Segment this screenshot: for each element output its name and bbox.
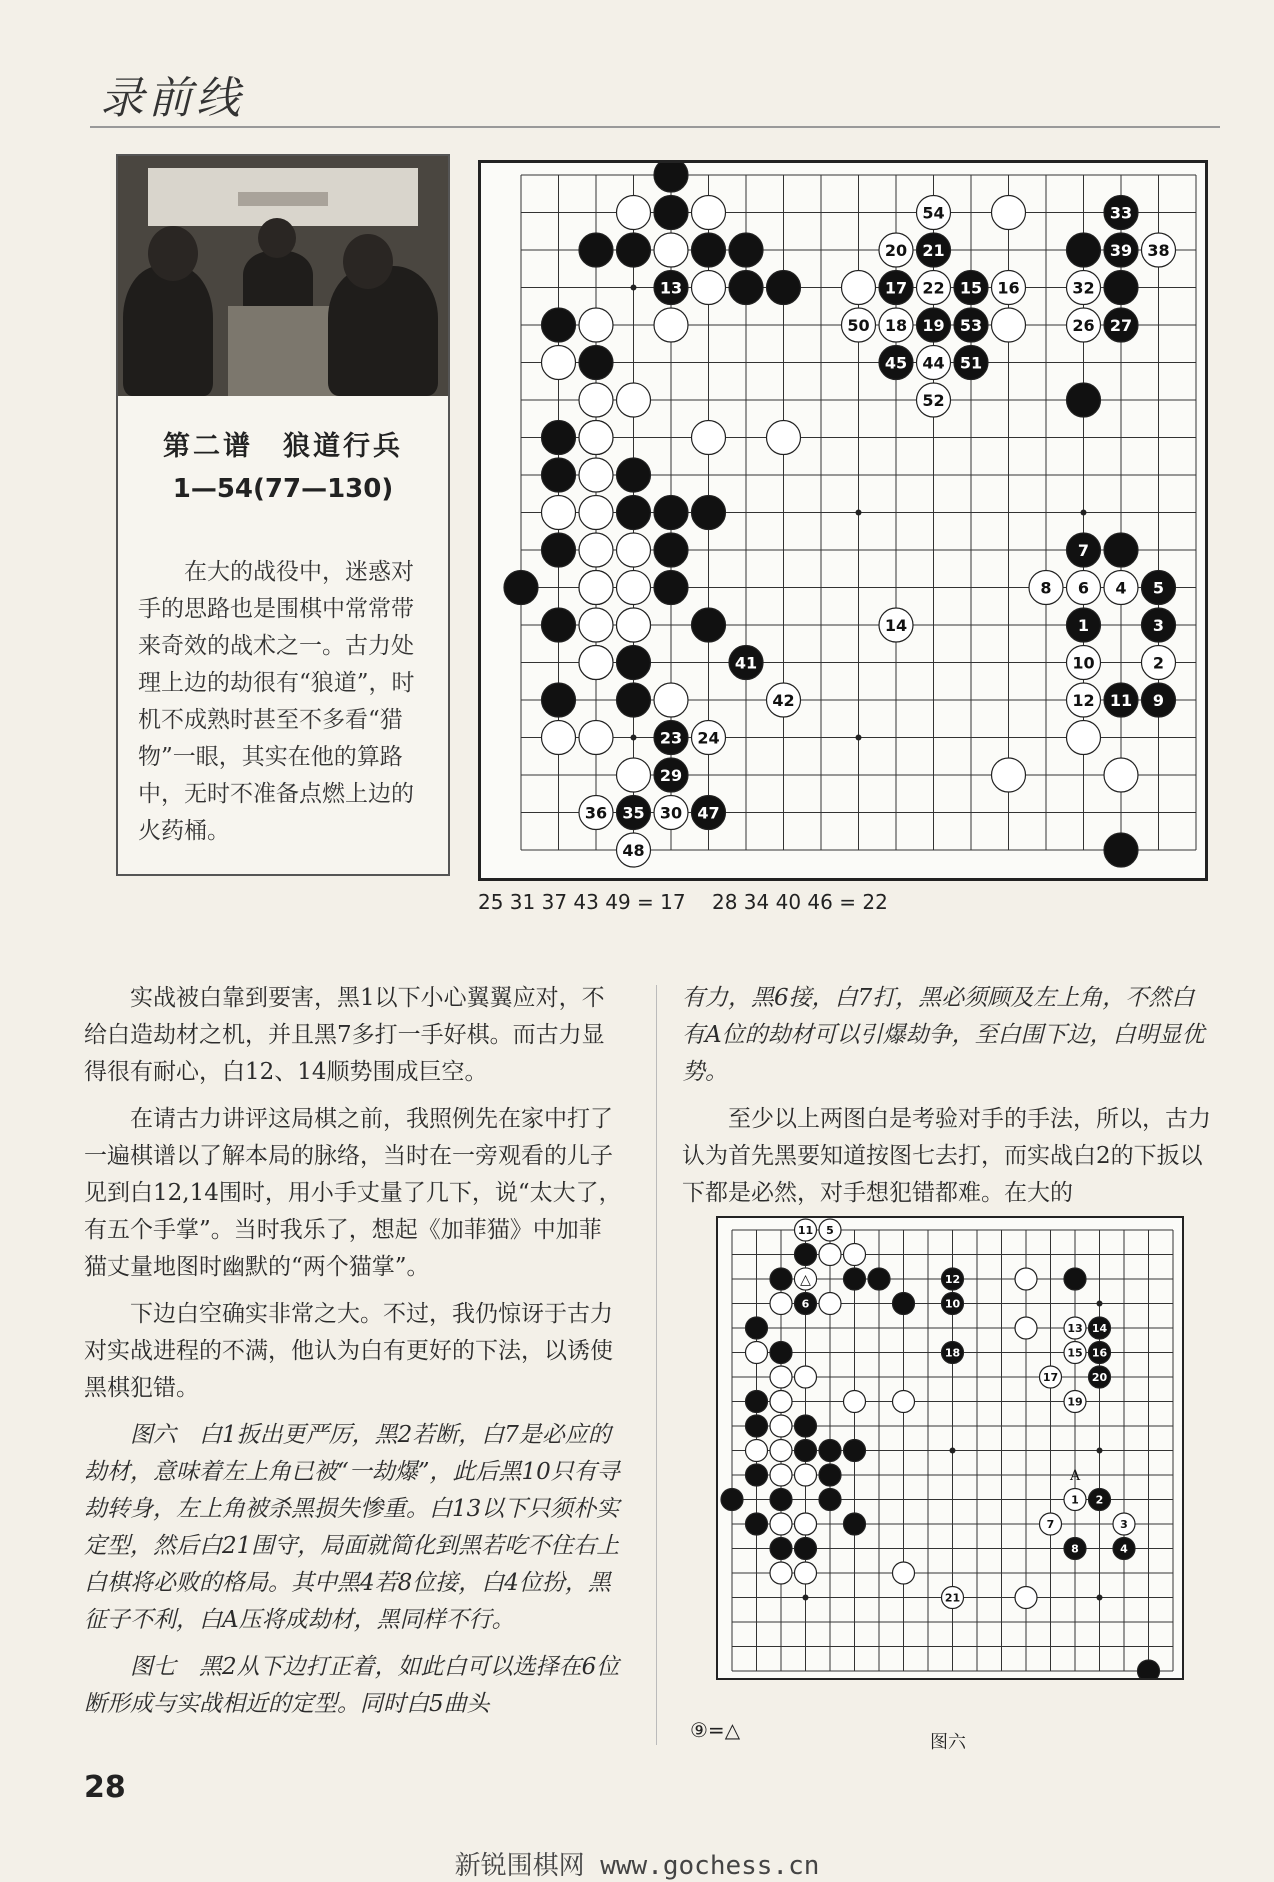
black-stone: [542, 308, 576, 342]
move-number: 51: [959, 353, 983, 373]
black-stone: [579, 346, 613, 380]
white-stone: [767, 421, 801, 455]
caption-text: 在大的战役中，迷惑对手的思路也是围棋中常常带来奇效的战术之一。古力处理上边的劫很有“狼道”，时机不成熟时甚至不多看“猎物”一眼，其实在他的算路中，无时不准备点燃上边的火药桶。: [138, 559, 415, 844]
move-number: 17: [884, 278, 908, 298]
black-stone: [504, 571, 538, 605]
star-point: [950, 1448, 956, 1454]
move-number: 38: [1147, 240, 1170, 260]
black-stone: [1104, 833, 1138, 867]
black-stone: [844, 1513, 866, 1535]
move-number: 50: [847, 315, 870, 335]
black-stone: [579, 233, 613, 267]
white-stone: [617, 571, 651, 605]
black-stone: [767, 271, 801, 305]
board-note-white: 28 34 40 46 = 22: [712, 890, 888, 914]
footer-credit: 新锐围棋网 www.gochess.cn: [454, 1851, 820, 1881]
caption-range: 1—54(77—130): [172, 474, 394, 504]
black-stone: [795, 1538, 817, 1560]
move-number: 13: [1067, 1321, 1083, 1335]
black-stone: [746, 1317, 768, 1339]
move-number: 41: [734, 653, 758, 673]
move-number: 6: [1077, 578, 1090, 598]
move-number: 16: [1091, 1346, 1108, 1360]
white-stone: [770, 1464, 792, 1486]
white-stone: [844, 1244, 866, 1266]
move-number: 14: [884, 615, 908, 635]
move-number: 39: [1109, 240, 1133, 260]
black-stone: [542, 458, 576, 492]
white-stone: [654, 683, 688, 717]
white-stone: [795, 1562, 817, 1584]
move-number: 44: [922, 353, 945, 373]
move-number: 3: [1152, 615, 1165, 635]
black-stone: [893, 1293, 915, 1315]
black-stone: [795, 1440, 817, 1462]
black-stone: [729, 233, 763, 267]
white-stone: [770, 1440, 792, 1462]
white-stone: [579, 721, 613, 755]
white-stone: [746, 1342, 768, 1364]
white-stone: [579, 496, 613, 530]
black-stone: [770, 1489, 792, 1511]
move-number: 10: [944, 1297, 961, 1311]
black-stone: [542, 608, 576, 642]
white-stone: [1015, 1587, 1037, 1609]
black-stone: [746, 1513, 768, 1535]
move-number: 47: [697, 803, 720, 823]
go-board-fig6-svg: [718, 1218, 1182, 1678]
move-number: 26: [1072, 315, 1095, 335]
black-stone: [770, 1342, 792, 1364]
white-stone: [617, 533, 651, 567]
move-number: 5: [826, 1223, 834, 1237]
white-stone: [770, 1293, 792, 1315]
move-number: 45: [884, 353, 908, 373]
black-stone: [692, 233, 726, 267]
move-number: 2: [1152, 653, 1165, 673]
referee: [243, 251, 313, 311]
black-stone: [1067, 233, 1101, 267]
move-number: 17: [1042, 1370, 1059, 1384]
referee-head: [258, 218, 296, 258]
white-stone: [992, 308, 1026, 342]
move-number: 2: [1095, 1493, 1104, 1507]
move-number: 35: [622, 803, 645, 823]
triangle-icon: △: [800, 1272, 811, 1288]
white-stone: [579, 571, 613, 605]
move-number: 15: [1067, 1346, 1083, 1360]
column-divider: [656, 985, 657, 1745]
move-number: 33: [1109, 203, 1133, 223]
black-stone: [1067, 383, 1101, 417]
move-number: 1: [1071, 1493, 1079, 1507]
star-point: [631, 735, 637, 741]
move-number: 8: [1071, 1542, 1079, 1556]
white-stone: [579, 308, 613, 342]
white-stone: [692, 196, 726, 230]
fig6-note: ⑨=△: [690, 1718, 741, 1742]
body-paragraph: 图六 白1扳出更严厉，黑2若断，白7是必应的劫材，意味着左上角已被“一劫爆”，此后黑10只有寻劫转身，左上角被杀黑损失惨重。白13以下只须朴实定型，然后白21围守，局面就简化到黑若吃不住右上白棋将必败的格局。其中黑4若8位接，白4位扮，黑征子不利，白A压将成劫材，黑同样不行。: [84, 1422, 620, 1633]
move-number: 48: [622, 840, 645, 860]
move-number: 32: [1072, 278, 1095, 298]
move-number: 19: [1067, 1395, 1083, 1409]
move-number: 4: [1115, 578, 1127, 598]
white-stone: [819, 1244, 841, 1266]
marker-a: A: [1069, 1468, 1081, 1484]
photo-banner-sub: [238, 192, 328, 206]
star-point: [631, 285, 637, 291]
move-number: 52: [922, 390, 945, 410]
move-number: 24: [697, 728, 720, 748]
white-stone: [579, 533, 613, 567]
go-board-fig6: [716, 1216, 1184, 1680]
move-number: 12: [944, 1272, 961, 1286]
move-number: 8: [1040, 578, 1052, 598]
go-board-main: [478, 160, 1208, 881]
black-stone: [819, 1464, 841, 1486]
move-number: 10: [1072, 653, 1095, 673]
black-stone: [617, 646, 651, 680]
move-number: 53: [959, 315, 983, 335]
white-stone: [770, 1391, 792, 1413]
move-number: 36: [584, 803, 608, 823]
body-paragraph: 实战被白靠到要害，黑1以下小心翼翼应对，不给白造劫材之机，并且黑7多打一手好棋。而古力显得很有耐心，白12、14顺势围成巨空。: [84, 985, 605, 1085]
star-point: [1081, 510, 1087, 516]
move-number: 6: [801, 1297, 810, 1311]
black-stone: [692, 608, 726, 642]
white-stone: [579, 383, 613, 417]
white-stone: [770, 1513, 792, 1535]
white-stone: [617, 758, 651, 792]
players-photo: [118, 156, 448, 396]
player-left-head: [148, 226, 198, 281]
black-stone: [654, 533, 688, 567]
star-point: [1097, 1301, 1103, 1307]
white-stone: [692, 271, 726, 305]
black-stone: [692, 496, 726, 530]
white-stone: [1015, 1268, 1037, 1290]
star-point: [1097, 1595, 1103, 1601]
black-stone: [819, 1440, 841, 1462]
move-number: 18: [884, 315, 908, 335]
move-number: 42: [772, 690, 795, 710]
body-paragraph: 至少以上两图白是考验对手的手法，所以，古力认为首先黑要知道按图七去打，而实战白2的下扳以下都是必然，对手想犯错都难。在大的: [682, 1106, 1211, 1206]
white-stone: [617, 383, 651, 417]
move-number: 21: [922, 240, 945, 260]
move-number: 4: [1120, 1542, 1128, 1556]
black-stone: [542, 533, 576, 567]
star-point: [803, 1595, 809, 1601]
black-stone: [654, 196, 688, 230]
star-point: [856, 510, 862, 516]
white-stone: [992, 196, 1026, 230]
black-stone: [746, 1415, 768, 1437]
body-paragraph: 图七 黑2从下边打正着，如此白可以选择在6位断形成与实战相近的定型。同时白5曲头: [84, 1654, 620, 1717]
move-number: 54: [922, 203, 945, 223]
white-stone: [617, 608, 651, 642]
white-stone: [992, 758, 1026, 792]
player-right: [328, 266, 438, 396]
black-stone: [1138, 1660, 1160, 1678]
move-number: 23: [659, 728, 683, 748]
white-stone: [542, 346, 576, 380]
black-stone: [770, 1268, 792, 1290]
black-stone: [770, 1538, 792, 1560]
black-stone: [746, 1391, 768, 1413]
body-right-column: [682, 980, 1212, 1222]
page-number: 28: [84, 1770, 126, 1805]
move-number: 19: [922, 315, 945, 335]
white-stone: [579, 458, 613, 492]
player-right-head: [343, 234, 393, 289]
move-number: 7: [1046, 1517, 1055, 1531]
white-stone: [844, 1391, 866, 1413]
move-number: 18: [944, 1346, 961, 1360]
move-number: 13: [659, 278, 683, 298]
black-stone: [654, 571, 688, 605]
white-stone: [654, 308, 688, 342]
black-stone: [844, 1440, 866, 1462]
white-stone: [542, 721, 576, 755]
move-number: 20: [884, 240, 908, 260]
black-stone: [617, 683, 651, 717]
move-number: 9: [1152, 690, 1165, 710]
white-stone: [542, 496, 576, 530]
white-stone: [746, 1440, 768, 1462]
black-stone: [1104, 533, 1138, 567]
move-number: 11: [797, 1223, 814, 1237]
move-number: 7: [1077, 540, 1090, 560]
body-paragraph: 在请古力讲评这局棋之前，我照例先在家中打了一遍棋谱以了解本局的脉络，当时在一旁观看的儿子见到白12,14围时，用小手丈量了几下，说“太大了，有五个手掌”。当时我乐了，想起《加菲猫》中加菲猫丈量地图时幽默的“两个猫掌”。: [84, 1106, 622, 1280]
black-stone: [721, 1489, 743, 1511]
white-stone: [770, 1366, 792, 1388]
white-stone: [770, 1415, 792, 1437]
go-board-main-svg: [481, 163, 1205, 878]
move-number: 30: [659, 803, 683, 823]
black-stone: [795, 1415, 817, 1437]
move-number: 3: [1120, 1517, 1128, 1531]
black-stone: [819, 1489, 841, 1511]
body-left-column: [84, 980, 624, 1733]
move-number: 14: [1091, 1321, 1108, 1335]
black-stone: [617, 458, 651, 492]
star-point: [1097, 1448, 1103, 1454]
body-paragraph: 下边白空确实非常之大。不过，我仍惊讶于古力对实战进程的不满，他认为白有更好的下法，以诱使黑棋犯错。: [84, 1301, 613, 1401]
white-stone: [617, 196, 651, 230]
black-stone: [654, 163, 688, 192]
white-stone: [1067, 721, 1101, 755]
white-stone: [795, 1464, 817, 1486]
move-number: 16: [997, 278, 1020, 298]
white-stone: [579, 646, 613, 680]
black-stone: [654, 496, 688, 530]
white-stone: [770, 1562, 792, 1584]
header-rule: [90, 126, 1220, 128]
player-left: [123, 266, 213, 396]
white-stone: [1015, 1317, 1037, 1339]
caption-box: [116, 154, 450, 876]
board-note-black: 25 31 37 43 49 = 17: [478, 890, 686, 914]
white-stone: [893, 1391, 915, 1413]
white-stone: [795, 1513, 817, 1535]
black-stone: [868, 1268, 890, 1290]
white-stone: [692, 421, 726, 455]
move-number: 12: [1072, 690, 1095, 710]
black-stone: [542, 421, 576, 455]
body-paragraph: 有力，黑6接，白7打，黑必须顾及左上角，不然白有A位的劫材可以引爆劫争，至白围下边，白明显优势。: [682, 985, 1205, 1085]
black-stone: [1104, 271, 1138, 305]
black-stone: [746, 1464, 768, 1486]
move-number: 11: [1109, 690, 1133, 710]
move-number: 22: [922, 278, 945, 298]
move-number: 1: [1077, 615, 1090, 635]
white-stone: [842, 271, 876, 305]
move-number: 29: [659, 765, 683, 785]
black-stone: [844, 1268, 866, 1290]
black-stone: [617, 496, 651, 530]
move-number: 21: [944, 1591, 961, 1605]
white-stone: [795, 1366, 817, 1388]
white-stone: [579, 421, 613, 455]
white-stone: [579, 608, 613, 642]
white-stone: [654, 233, 688, 267]
star-point: [856, 735, 862, 741]
fig6-label: 图六: [930, 1732, 966, 1753]
black-stone: [1064, 1268, 1086, 1290]
caption-title: 第二谱 狼道行兵: [163, 431, 403, 462]
black-stone: [729, 271, 763, 305]
move-number: 20: [1091, 1370, 1108, 1384]
move-number: 15: [959, 278, 983, 298]
black-stone: [795, 1244, 817, 1266]
black-stone: [617, 233, 651, 267]
white-stone: [893, 1562, 915, 1584]
black-stone: [542, 683, 576, 717]
white-stone: [819, 1293, 841, 1315]
move-number: 27: [1109, 315, 1133, 335]
white-stone: [1104, 758, 1138, 792]
section-title: 录前线: [100, 73, 244, 124]
move-number: 5: [1152, 578, 1165, 598]
